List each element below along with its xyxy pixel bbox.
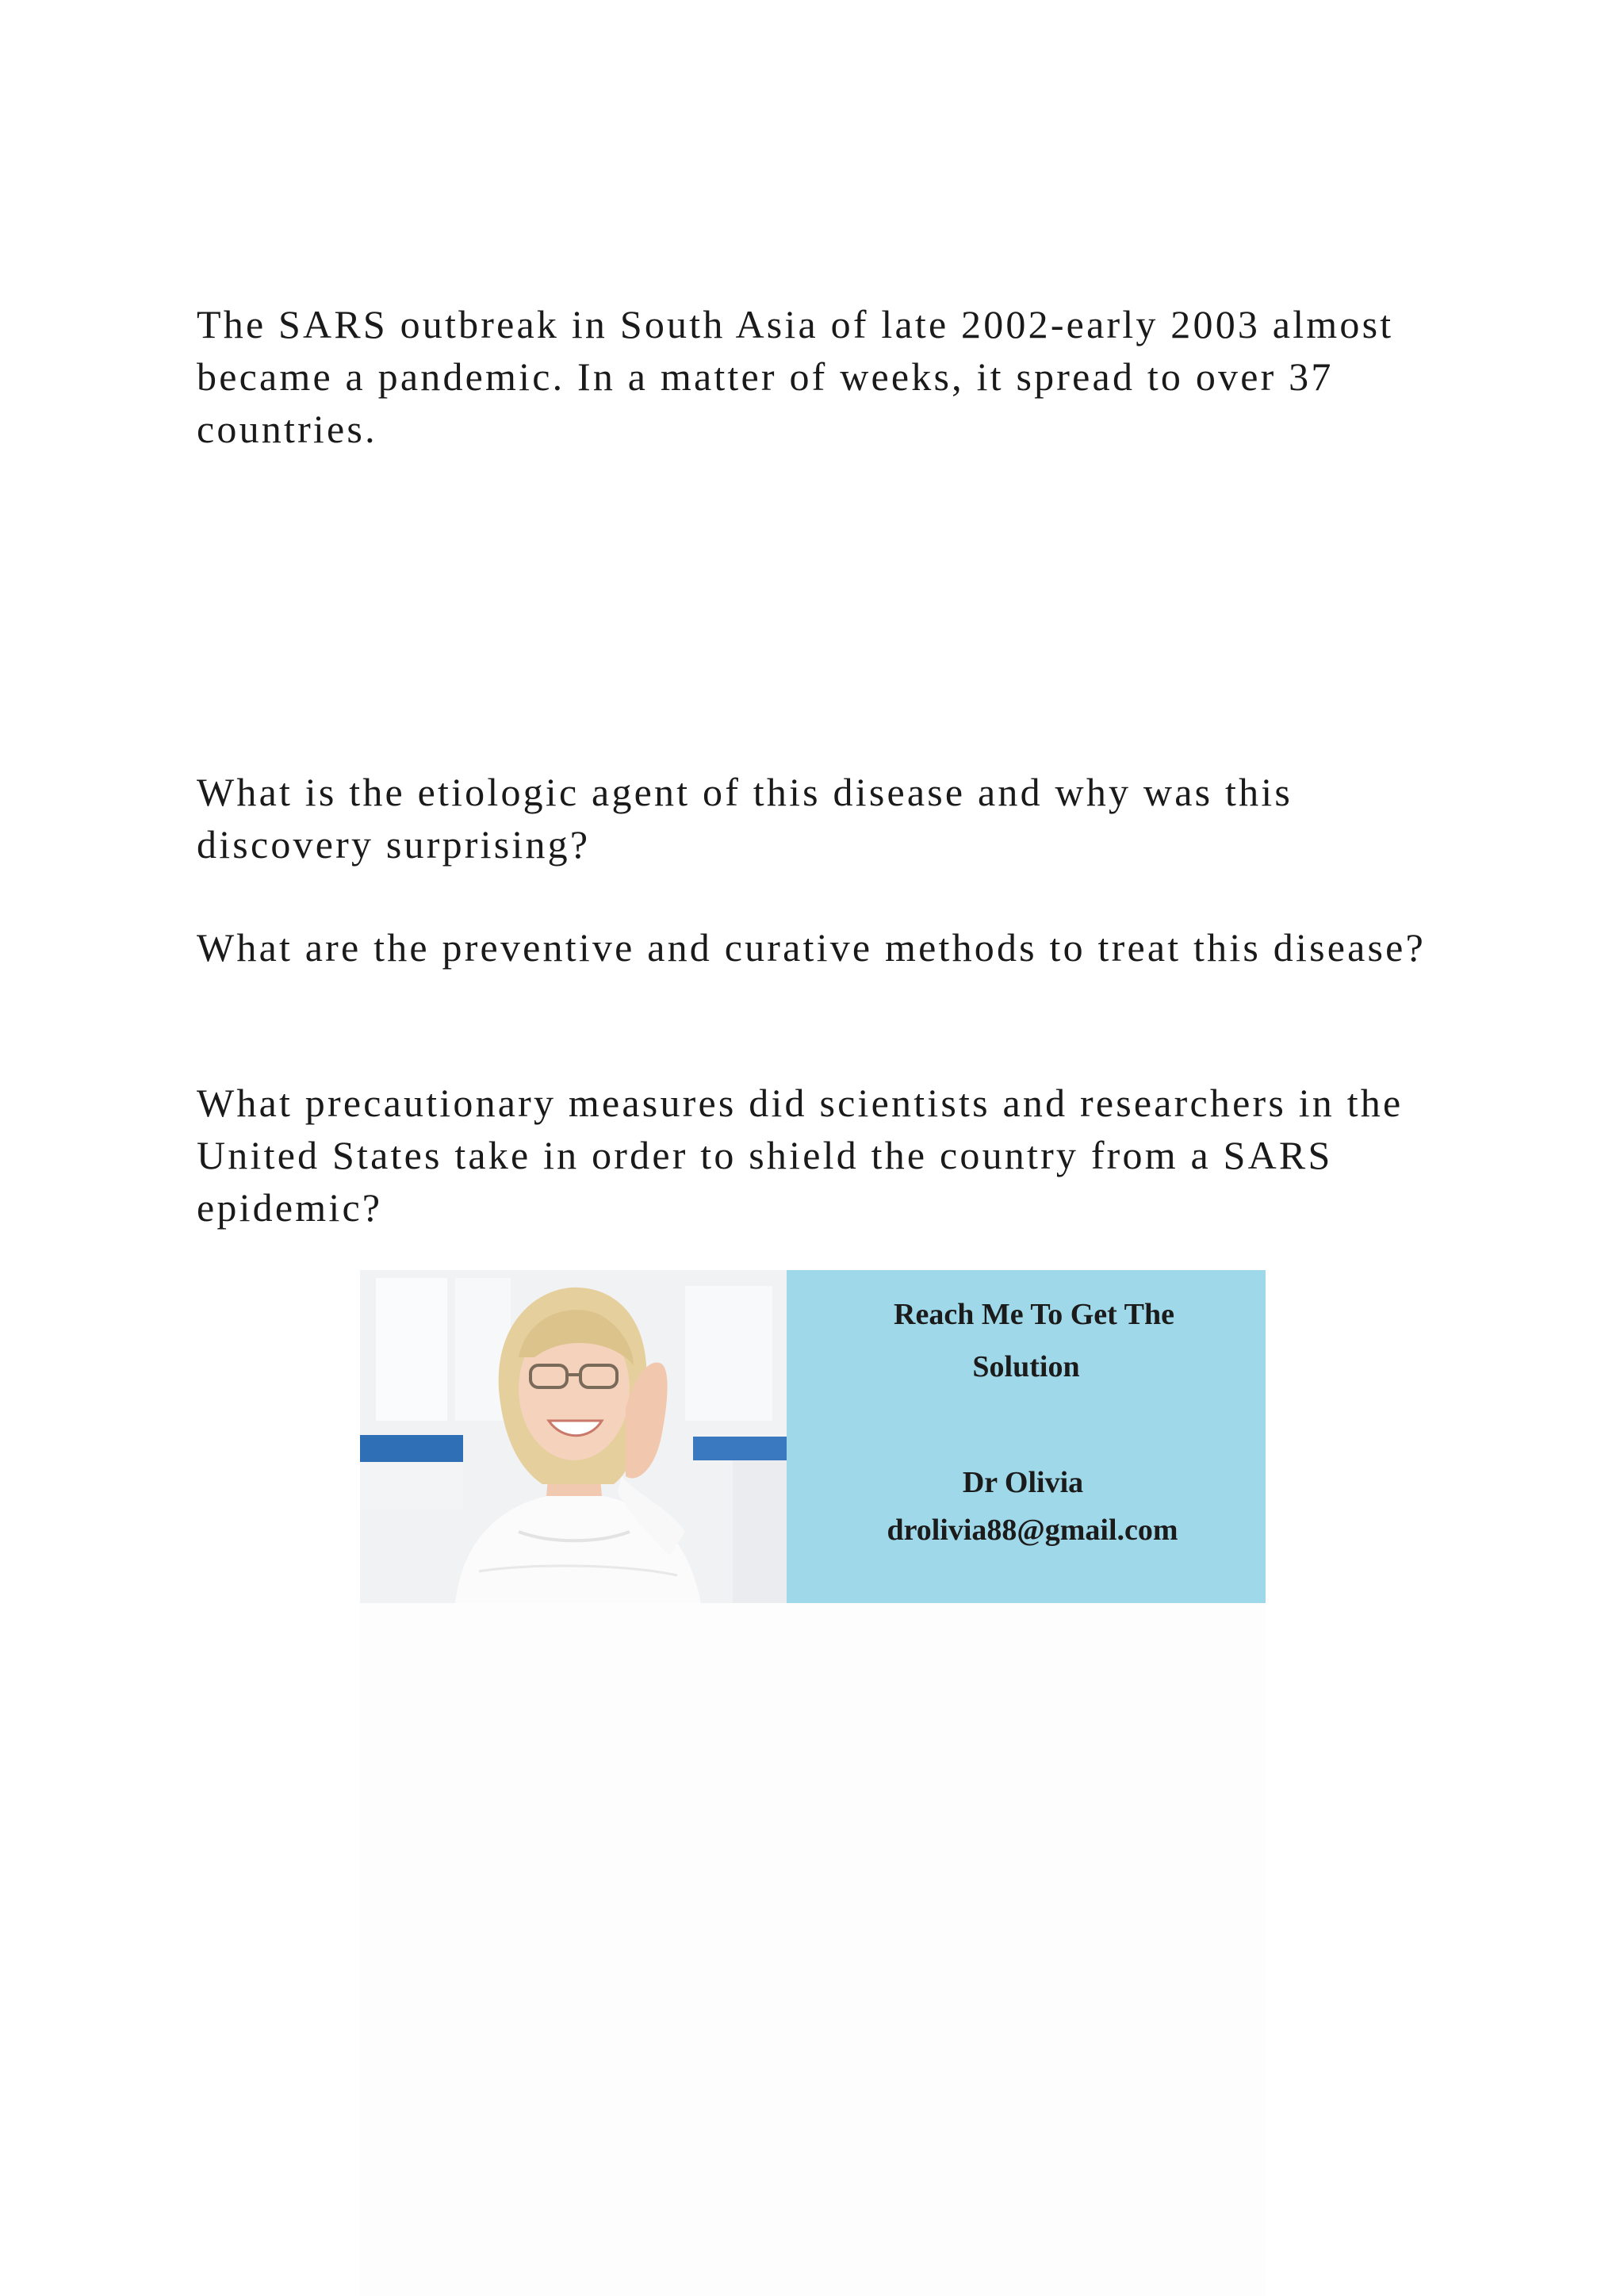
contact-info-panel: [787, 1270, 1266, 1603]
contact-banner: [360, 1270, 1266, 1603]
banner-contact-email: drolivia88@gmail.com: [887, 1513, 1178, 1547]
banner-headline-line2: Solution: [972, 1350, 1080, 1383]
woman-photo-image: [360, 1270, 787, 1603]
banner-headline-line1: Reach Me To Get The: [894, 1298, 1174, 1331]
question-3: What precautionary measures did scientists and researchers in the United States take in order to shield the country from a SARS epidemic?: [197, 1081, 1404, 1230]
page-background-area: [360, 1603, 1266, 2296]
question-1: What is the etiologic agent of this disease and why was this discovery surprising?: [197, 770, 1293, 867]
question-2: What are the preventive and curative methods to treat this disease?: [197, 925, 1426, 970]
intro-paragraph: The SARS outbreak in South Asia of late 2002-early 2003 almost became a pandemic. In a matter of weeks, it spread to over 37 countries.: [197, 302, 1394, 451]
banner-contact-name: Dr Olivia: [962, 1466, 1084, 1499]
